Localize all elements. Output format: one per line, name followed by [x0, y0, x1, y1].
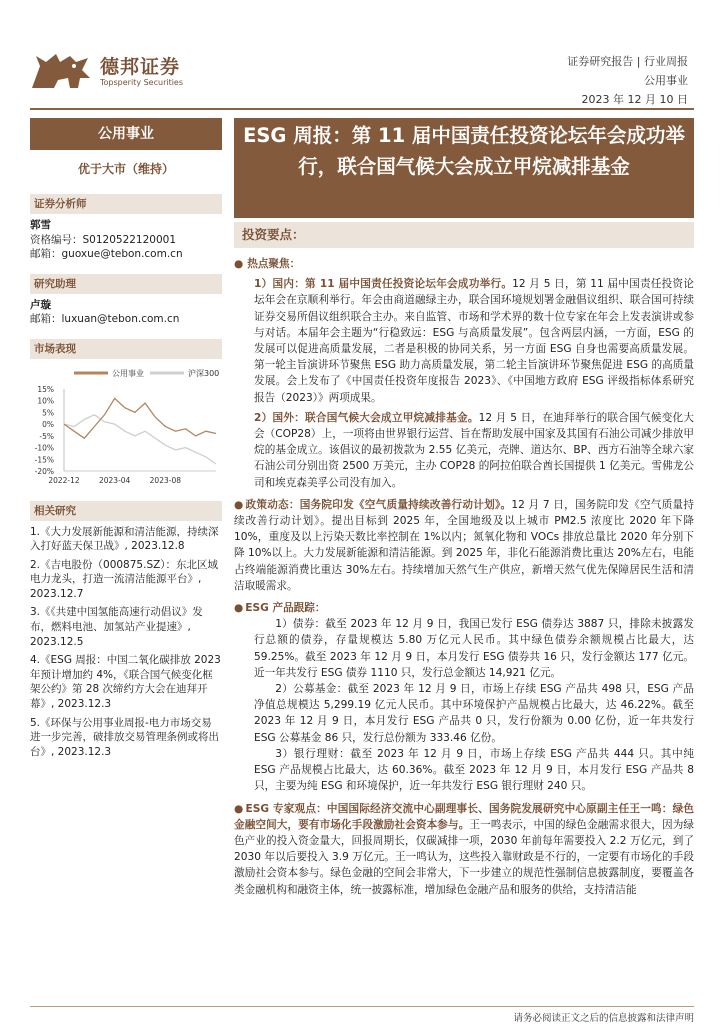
y-tick-label: -5% — [39, 431, 54, 441]
main-content — [234, 118, 694, 898]
y-tick-label: 15% — [37, 384, 54, 394]
related-research-list — [30, 525, 222, 760]
y-tick-label: 10% — [37, 396, 54, 406]
company-logo — [30, 48, 220, 92]
left-sidebar — [30, 118, 222, 759]
key-points-bar: 投资要点： — [234, 222, 694, 248]
related-item[interactable]: 3.《《共建中国氢能高速行动倡议》发布，燃料电池、加氢站产业提速》, 2023.12.5 — [30, 606, 203, 648]
y-tick-label: -20% — [34, 466, 54, 476]
domestic-paragraph — [234, 276, 694, 406]
expert-text: 王一鸣表示，中国的绿色金融需求很大，因为绿色产业的投入资金量大，回报周期长，仅碳减排一项，2030 年前每年需要投入 2.2 万亿元，到了 2030 年以后要投入 3.9 万亿元。王一鸣认为，这些投入靠财政是不行的，一定要有市场化的手段激励社会资本参与。绿色金融的空间会非常大，下一步建立的规范性强制信息披露制度，要覆盖各类金融机构和融资主体，统一披露标准，增加绿色金融产品和服务的供给，支持清洁能 — [234, 818, 695, 896]
bullet-icon: ● — [234, 602, 244, 615]
policy-paragraph — [234, 497, 694, 594]
domestic-heading: 1）国内：第 11 届中国责任投资论坛年会成功举行。 — [254, 278, 513, 291]
header-meta — [567, 52, 688, 109]
policy-text: 12 月 7 日，国务院印发《空气质量持续改善行动计划》。提出目标到 2025 年，全国地级及以上城市 PM2.5 浓度比 2020 年下降 10%，重度及以上污染天数比率控制在 1%以内；氮氧化物和 VOCs 排放总量比 2020 年分别下降 10%以上。大力发展新能源和清洁能源。到 2025 年，非化石能源消费比重达 20%左右，电能占终端能源消费比重达 30%左右。持续增加天然气生产供应，新增天然气优先保障居民生活和清洁取暖需求。 — [234, 498, 695, 592]
hot-focus-heading — [234, 256, 694, 272]
wealth-paragraph: 3）银行理财：截至 2023 年 12 月 9 日，市场上存续 ESG 产品共 444 只。其中纯 ESG 产品规模占比最大，达 60.36%。截至 2023 年 12 月 9 日，本月发行 ESG 产品共 8 只，主要为纯 ESG 和环境保护，近一年共发行 ESG 银行理财 240 只。 — [254, 747, 694, 793]
legend-label: 公用事业 — [112, 368, 144, 378]
overseas-heading: 2）国外：联合国气候大会成立甲烷减排基金。 — [254, 411, 479, 424]
bullet-icon: ● — [234, 258, 244, 270]
analyst-section-title: 证券分析师 — [30, 194, 222, 214]
market-performance-chart — [30, 365, 222, 489]
assistant-name: 卢璇 — [30, 298, 51, 311]
legend-label: 沪深300 — [188, 368, 220, 378]
report-date: 2023 年 12 月 10 日 — [581, 93, 688, 106]
industry-tag: 公用事业 — [644, 74, 688, 87]
fund-paragraph: 2）公募基金：截至 2023 年 12 月 9 日，市场上存续 ESG 产品共 498 只，ESG 产品净值总规模达 5,299.19 亿元人民币。其中环境保护产品规模占比最大，达 46.22%。截至 2023 年 12 月 9 日，本月发行 ESG 产品共 0 只，发行份额为 0.00 亿份，近一年共发行 ESG 公募基金 86 只，发行总份额为 333.46 亿份。 — [254, 683, 694, 744]
related-section-title: 相关研究 — [30, 501, 222, 521]
footer-disclaimer: 请务必阅读正文之后的信息披露和法律声明 — [30, 1006, 694, 1024]
related-item[interactable]: 5.《环保与公用事业周报-电力市场交易进一步完善，破排放交易管理条例或将出台》, 2023.12.3 — [30, 716, 219, 758]
report-body — [234, 256, 694, 898]
hot-focus-label: 热点聚焦： — [247, 258, 301, 270]
logo-chinese-name: 德邦证券 — [100, 56, 181, 78]
product-heading-line — [234, 600, 694, 616]
bull-logo-icon — [30, 48, 96, 92]
y-tick-label: 0% — [42, 419, 54, 429]
bond-paragraph: 1）债券：截至 2023 年 12 月 9 日，我国已发行 ESG 债券达 3887 只，排除未披露发行总额的债券，存量规模达 5.80 万亿元人民币。其中绿色债券余额规模占比最大，达 59.25%。截至 2023 年 12 月 9 日，本月发行 ESG 债券共 16 只，发行金额达 177 亿元。近一年共发行 ESG 债券 1110 只，发行总金额达 14,921 亿元。 — [254, 618, 694, 679]
x-tick-label: 2023-08 — [149, 475, 182, 485]
related-item[interactable]: 4.《ESG 周报：中国二氧化碳排放 2023 年预计增加约 4%，《联合国气候变化框架公约》第 28 次缔约方大会在迪拜开幕》, 2023.12.3 — [30, 654, 221, 711]
assistant-email[interactable]: 邮箱：luxuan@tebon.com.cn — [30, 313, 180, 325]
related-item[interactable]: 2.《吉电股份（000875.SZ）：东北区域电力龙头，打造一流清洁能源平台》, 2023.12.7 — [30, 558, 219, 600]
product-heading: ESG 产品跟踪： — [245, 602, 326, 615]
related-item[interactable]: 1.《大力发展新能源和清洁能源，持续深入打好蓝天保卫战》, 2023.12.8 — [30, 525, 219, 553]
bullet-icon: ● — [234, 498, 244, 511]
policy-heading: 政策动态：国务院印发《空气质量持续改善行动计划》。 — [245, 498, 512, 511]
x-tick-label: 2022-12 — [48, 475, 80, 485]
bullet-icon: ● — [234, 802, 244, 815]
market-section-title: 市场表现 — [30, 339, 222, 359]
rating: 优于大市（维持） — [77, 162, 174, 176]
y-tick-label: -10% — [34, 443, 54, 453]
overseas-paragraph — [234, 410, 694, 491]
domestic-text: 12 月 5 日，第 11 届中国责任投资论坛年会在京顺利举行。年会由商道融绿主办，联合国环境规划署金融倡议组织、联合国可持续证券交易所倡议组织联合主办。来自监管、市场和学术界的数十位专家在年会上发表演讲或参与对话。本届年会主题为“行稳致远：ESG 与高质量发展”。包含两层内涵，一方面，ESG 的发展可以促进高质量发展，二者是积极的协同关系，另一方面 ESG 自身也需要高质量发展。第一轮主旨演讲环节聚焦 ESG 助力高质量发展，第二轮主旨演讲环节聚焦促进 ESG 的高质量发展。会上发布了《中国责任投资年度报告 2023》、《中国地方政府 ESG 评级指标体系研究报告（2023）》两项成果。 — [254, 278, 694, 404]
overseas-text: 12 月 5 日，在迪拜举行的联合国气候变化大会（COP28）上，一项将由世界银行运营、旨在帮助发展中国家及其国有石油公司减少排放甲烷的基金成立。该倡议的最初拨款为 2.55 亿美元，壳牌、道达尔、BP、西方石油等全球六家石油公司分别出资 2500 万美元，主办 COP28 的阿拉伯联合酋长国提供 1 亿美元。雪佛龙公司和埃克森美孚公司没有加入。 — [254, 411, 694, 489]
expert-heading: ESG 专家观点：中国国际经济交流中心副理事长、国务院发展研究中心原副主任王一鸣：绿色金融空间大，要有市场化手段激励社会资本参与。 — [234, 802, 694, 831]
industry-banner: 公用事业 — [30, 118, 222, 150]
expert-paragraph — [234, 801, 694, 898]
y-tick-label: -15% — [34, 454, 54, 464]
x-tick-label: 2023-04 — [98, 475, 131, 485]
series-line — [64, 414, 216, 463]
analyst-email[interactable]: 邮箱：guoxue@tebon.com.cn — [30, 248, 183, 260]
header-divider — [30, 108, 694, 110]
logo-english-name: Topsperity Securities — [100, 78, 184, 87]
analyst-name: 郭雪 — [30, 219, 51, 231]
report-type: 证券研究报告 | 行业周报 — [567, 55, 688, 68]
report-title: ESG 周报：第 11 届中国责任投资论坛年会成功举行，联合国气候大会成立甲烷减排基金 — [234, 118, 694, 218]
chart-svg — [30, 365, 222, 489]
y-tick-label: 5% — [42, 407, 54, 417]
assistant-section-title: 研究助理 — [30, 274, 222, 294]
analyst-cert: 资格编号：S0120522120001 — [30, 233, 177, 246]
